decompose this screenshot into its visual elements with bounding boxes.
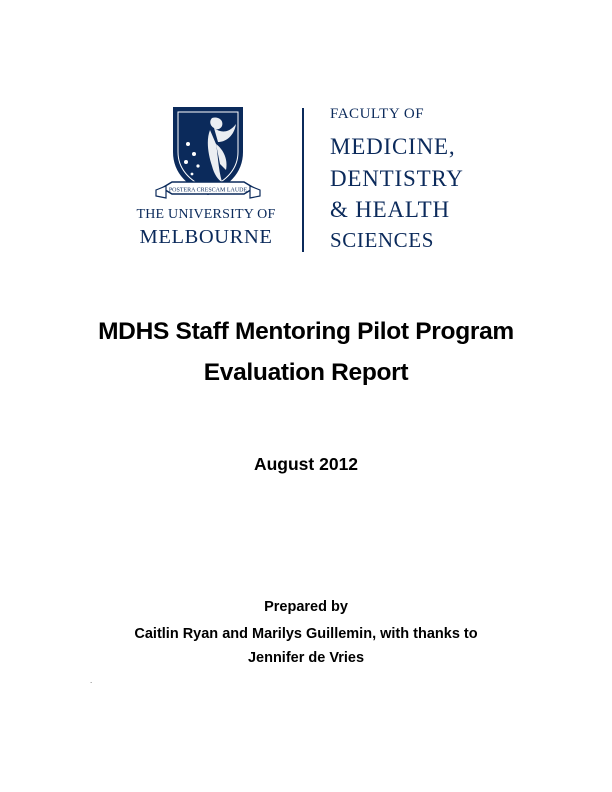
logo-divider: [302, 108, 304, 252]
faculty-logo: [134, 104, 480, 254]
faculty-name-line3: DENTISTRY: [330, 166, 464, 191]
crest-shield-icon: [152, 104, 264, 204]
faculty-name-line2: MEDICINE,: [330, 134, 456, 159]
university-name-line1: THE UNIVERSITY OF: [136, 207, 276, 222]
report-date: August 2012: [253, 454, 359, 474]
faculty-name-line5: SCIENCES: [330, 228, 434, 252]
report-title-line2: Evaluation Report: [203, 359, 409, 386]
report-title-line1: MDHS Staff Mentoring Pilot Program: [98, 318, 514, 345]
university-crest: [134, 104, 282, 254]
prepared-by-label: Prepared by: [264, 599, 348, 615]
crest-motto: POSTERA CRESCAM LAUDE: [168, 187, 248, 194]
stray-mark: .: [90, 676, 93, 685]
authors-line2: Jennifer de Vries: [247, 650, 365, 666]
faculty-name-line1: FACULTY OF: [330, 106, 425, 122]
university-name-line2: MELBOURNE: [139, 226, 273, 248]
authors-line1: Caitlin Ryan and Marilys Guillemin, with thanks to: [134, 626, 478, 642]
faculty-name-line4: & HEALTH: [330, 197, 450, 222]
